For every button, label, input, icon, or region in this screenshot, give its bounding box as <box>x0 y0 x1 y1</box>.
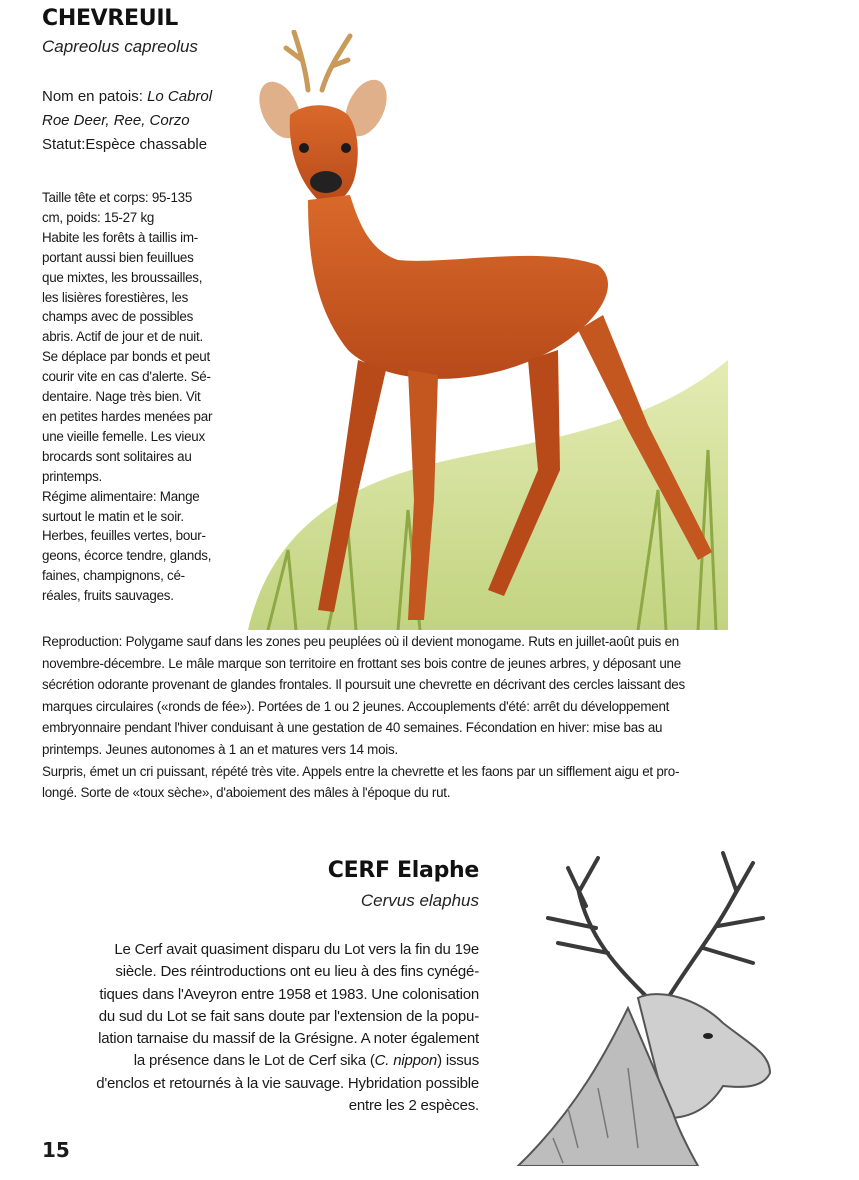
status-line: Statut:Espèce chassable <box>42 136 208 153</box>
cerf-line: tiques dans l'Aveyron entre 1958 et 1983. Une colonisation <box>99 985 479 1003</box>
chevreuil-scientific-name: Capreolus capreolus <box>42 37 198 56</box>
full-line: Surpris, émet un cri puissant, répété très vite. Appels entre la chevrette et les faons par un sifflement aigu et pro- <box>42 763 680 779</box>
cerf-title: CERF Elaphe <box>327 858 479 883</box>
cerf-line: siècle. Des réintroductions ont eu lieu à des fins cynégé- <box>115 963 479 981</box>
chevreuil-reproduction-text <box>42 631 685 804</box>
column-line: geons, écorce tendre, glands, <box>42 548 212 564</box>
column-line: une vieille femelle. Les vieux <box>42 428 205 444</box>
cerf-line: lation tarnaise du massif de la Grésigne. A noter également <box>98 1030 479 1048</box>
column-line: portant aussi bien feuillues <box>42 249 194 265</box>
column-line: Taille tête et corps: 95-135 <box>42 190 193 205</box>
cerf-line: Le Cerf avait quasiment disparu du Lot vers la fin du 19e <box>114 941 479 958</box>
column-line: dentaire. Nage très bien. Vit <box>42 389 201 405</box>
column-line: Se déplace par bonds et peut <box>42 349 210 365</box>
patois-label: Nom en patois: <box>42 88 148 105</box>
column-line: champs avec de possibles <box>42 309 194 325</box>
full-line: marques circulaires («ronds de fée»). Portées de 1 ou 2 jeunes. Accouplements d'été: arrêt du développement <box>42 698 670 714</box>
roe-deer-illustration <box>238 30 738 630</box>
full-line: Reproduction: Polygame sauf dans les zones peu peuplées où il devient monogame. Ruts en juillet-août puis en <box>42 634 679 649</box>
full-line: embryonnaire pendant l'hiver conduisant à une gestation de 40 semaines. Fécondation en hiver: mise bas au <box>42 720 663 736</box>
column-line: abris. Actif de jour et de nuit. <box>42 329 203 345</box>
patois-line <box>42 85 212 109</box>
cerf-line: d'enclos et retournés à la vie sauvage. Hybridation possible <box>96 1074 479 1092</box>
cerf-line <box>96 1050 479 1072</box>
column-line: Herbes, feuilles vertes, bour- <box>42 528 206 544</box>
column-line: faines, champignons, cé- <box>42 568 185 584</box>
cerf-line-part: la présence dans le Lot de Cerf sika ( <box>133 1052 375 1070</box>
chevreuil-names-block <box>42 85 212 157</box>
full-line: sécrétion odorante provenant de glandes frontales. Il poursuit une chevrette en décrivant des cercles laissant des <box>42 677 685 693</box>
cerf-sika-name: C. nippon <box>374 1052 438 1070</box>
full-line: longé. Sorte de «toux sèche», d'aboiement des mâles à l'époque du rut. <box>42 785 451 801</box>
cerf-scientific-name: Cervus elaphus <box>360 891 479 910</box>
red-deer-illustration <box>508 848 778 1166</box>
cerf-line-part: ) issus <box>437 1052 479 1070</box>
full-line: printemps. Jeunes autonomes à 1 an et matures vers 14 mois. <box>42 741 398 757</box>
page-number: 15 <box>42 1138 70 1162</box>
chevreuil-title: CHEVREUIL <box>42 6 178 31</box>
patois-value: Lo Cabrol <box>147 88 213 105</box>
column-line: Habite les forêts à taillis im- <box>42 229 198 245</box>
column-line: en petites hardes menées par <box>42 408 213 424</box>
other-names: Roe Deer, Ree, Corzo <box>42 112 190 129</box>
column-line: brocards sont solitaires au <box>42 448 192 464</box>
column-line: que mixtes, les broussailles, <box>42 269 203 285</box>
column-line: réales, fruits sauvages. <box>42 588 174 604</box>
column-line: cm, poids: 15-27 kg <box>42 209 155 225</box>
chevreuil-column-text <box>42 188 212 606</box>
column-line: les lisières forestières, les <box>42 289 189 305</box>
cerf-line: du sud du Lot se fait sans doute par l'extension de la popu- <box>98 1007 479 1025</box>
full-line: novembre-décembre. Le mâle marque son territoire en frottant ses bois contre de jeunes arbres, y déposant une <box>42 655 681 671</box>
cerf-line: entre les 2 espèces. <box>348 1097 479 1115</box>
column-line: printemps. <box>42 468 103 484</box>
cerf-text <box>96 939 479 1117</box>
column-line: surtout le matin et le soir. <box>42 508 184 524</box>
column-line: Régime alimentaire: Mange <box>42 488 200 504</box>
column-line: courir vite en cas d'alerte. Sé- <box>42 369 211 385</box>
